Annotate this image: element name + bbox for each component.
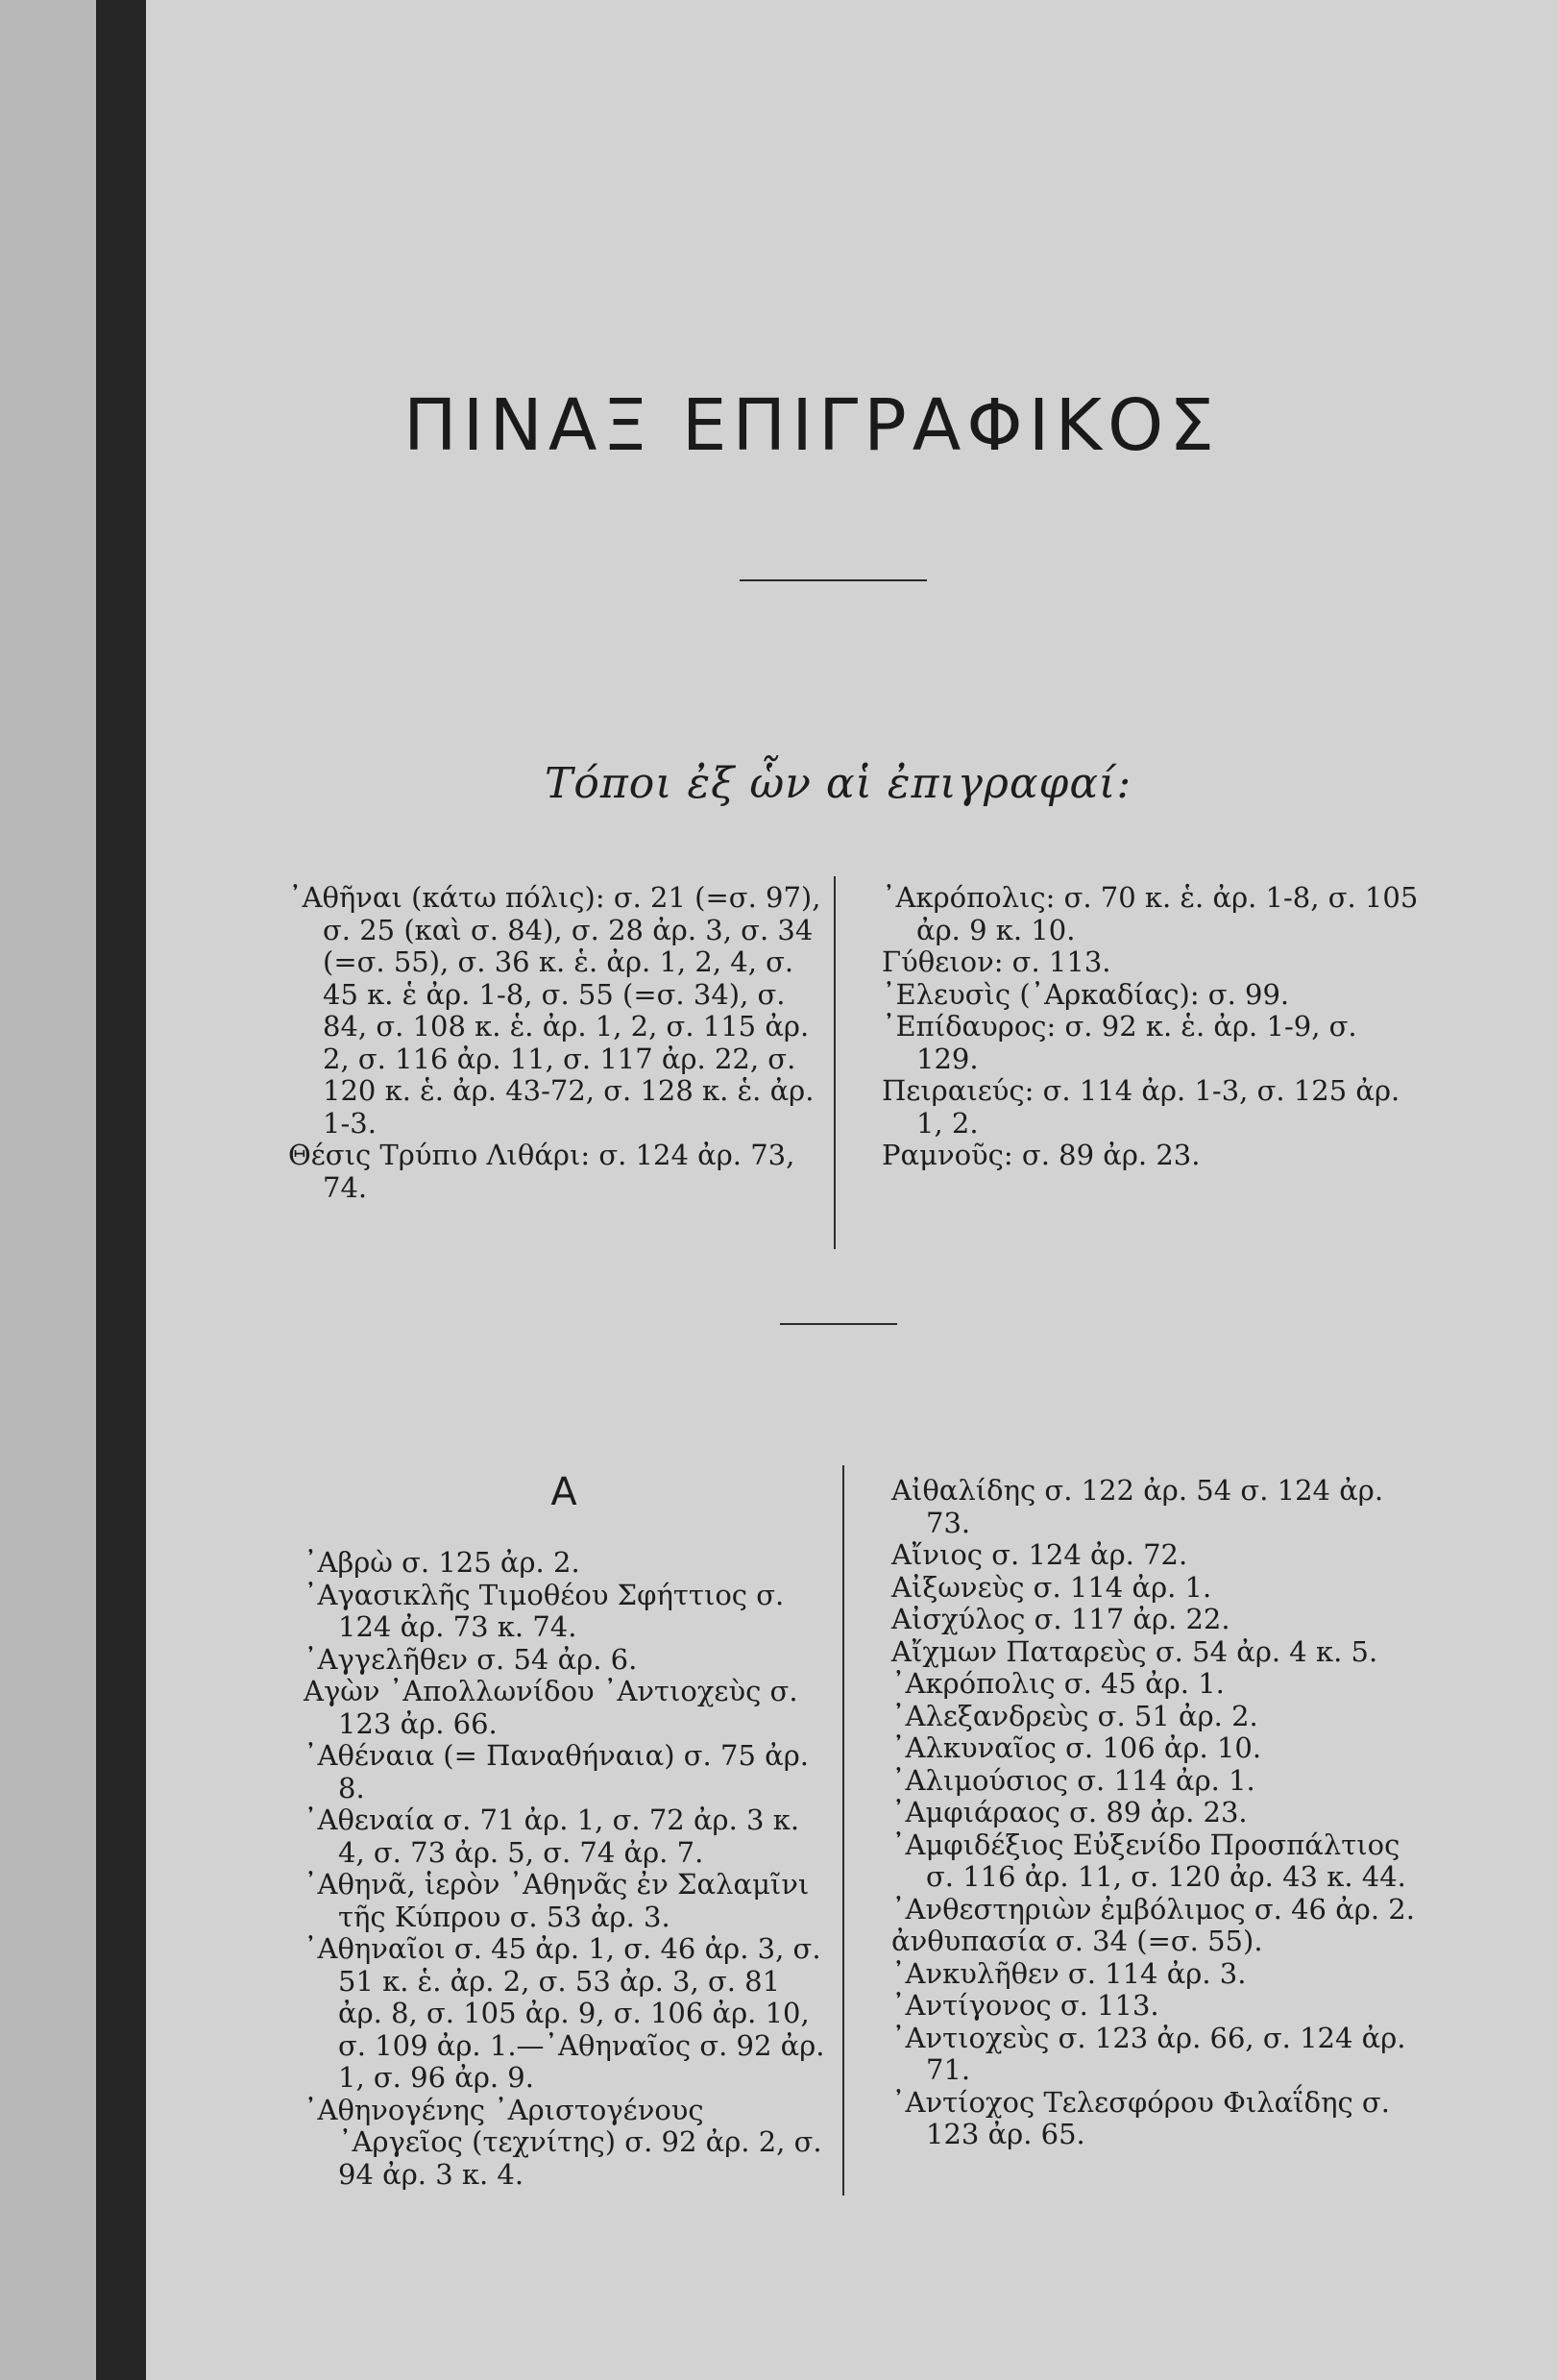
place-entry: ᾿Επίδαυρος: σ. 92 κ. ἑ. ἀρ. 1-9, σ. 129. [882, 1010, 1357, 1075]
index-right-column [891, 1475, 1420, 2151]
section-divider [780, 1323, 897, 1325]
places-right-column [882, 882, 1420, 1172]
index-entry: Αἰσχύλος σ. 117 ἀρ. 22. [891, 1603, 1230, 1635]
index-entry: ᾿Αντίοχος Τελεσφόρου Φιλαΐδης σ. 123 ἀρ. 65. [891, 2085, 1390, 2150]
index-column-divider [842, 1465, 844, 2196]
index-left-column [304, 1547, 832, 2191]
place-entry: Γύθειον: σ. 113. [882, 945, 1111, 978]
place-entry: Θέσις Τρύπιο Λιθάρι: σ. 124 ἀρ. 73, 74. [288, 1139, 795, 1204]
places-subtitle: Τόποι ἐξ ὧν αἱ ἐπιγραφαί: [545, 759, 1132, 808]
place-entry: ᾿Ελευσὶς (᾿Αρκαδίας): σ. 99. [882, 977, 1290, 1011]
section-letter: Α [550, 1470, 577, 1514]
index-entry: ᾿Αντιοχεὺς σ. 123 ἀρ. 66, σ. 124 ἀρ. 71. [891, 2021, 1406, 2086]
index-entry: ᾿Αλεξανδρεὺς σ. 51 ἀρ. 2. [891, 1699, 1258, 1732]
title-divider [740, 579, 927, 581]
page-title: ΠΙΝΑΞ ΕΠΙΓΡΑΦΙΚΟΣ [403, 384, 1221, 467]
place-entry: Πειραιεύς: σ. 114 ἀρ. 1-3, σ. 125 ἀρ. 1, 2. [882, 1074, 1400, 1140]
book-gutter [96, 0, 146, 2380]
index-entry: Αἴνιος σ. 124 ἀρ. 72. [891, 1538, 1188, 1571]
index-entry: ᾿Αντίγονος σ. 113. [891, 1989, 1159, 2022]
index-entry: ᾿Αβρὼ σ. 125 ἀρ. 2. [304, 1546, 580, 1579]
index-entry: ᾿Αλκυναῖος σ. 106 ἀρ. 10. [891, 1731, 1262, 1764]
index-entry: ᾿Ανθεστηριὼν ἐμβόλιμος σ. 46 ἀρ. 2. [891, 1892, 1415, 1926]
index-entry: ᾿Αμφιδέξιος Εὐξενίδο Προσπάλτιος σ. 116 ἀρ. 11, σ. 120 ἀρ. 43 κ. 44. [891, 1828, 1406, 1893]
index-entry: ᾿Αγασικλῆς Τιμοθέου Σφήττιος σ. 124 ἀρ. 73 κ. 74. [304, 1578, 785, 1643]
index-entry: Αἰθαλίδης σ. 122 ἀρ. 54 σ. 124 ἀρ. 73. [891, 1474, 1384, 1539]
index-entry: ᾿Αθηναῖοι σ. 45 ἀρ. 1, σ. 46 ἀρ. 3, σ. 51 κ. ἑ. ἀρ. 2, σ. 53 ἀρ. 3, σ. 81 ἀρ. 8, σ. 105 ἀρ. 9, σ. 106 ἀρ. 10, σ. 109 ἀρ. 1.—᾿Αθηναῖος σ. 92 ἀρ. 1, σ. 96 ἀρ. 9. [304, 1932, 825, 2094]
index-entry: ᾿Αθηνᾶ, ἱερὸν ᾿Αθηνᾶς ἐν Σαλαμῖνι τῆς Κύπρου σ. 53 ἀρ. 3. [304, 1868, 810, 1933]
index-entry: ᾿Αθηνογένης ᾿Αριστογένους ᾿Αργεῖος (τεχνίτης) σ. 92 ἀρ. 2, σ. 94 ἀρ. 3 κ. 4. [304, 2093, 822, 2191]
place-entry: ᾿Αθῆναι (κάτω πόλις): σ. 21 (=σ. 97), σ. 25 (καὶ σ. 84), σ. 28 ἀρ. 3, σ. 34 (=σ. 55), σ. 36 κ. ἑ. ἀρ. 1, 2, 4, σ. 45 κ. ἑ ἀρ. 1-8, σ. 55 (=σ. 34), σ. 84, σ. 108 κ. ἑ. ἀρ. 1, 2, σ. 115 ἀρ. 2, σ. 116 ἀρ. 11, σ. 117 ἀρ. 22, σ. 120 κ. ἑ. ἀρ. 43-72, σ. 128 κ. ἑ. ἀρ. 1-3. [288, 881, 821, 1140]
index-entry: ᾿Αθέναια (= Παναθήναια) σ. 75 ἀρ. 8. [304, 1739, 809, 1804]
place-entry: Ραμνοῦς: σ. 89 ἀρ. 23. [882, 1139, 1201, 1171]
index-entry: ᾿Αμφιάραος σ. 89 ἀρ. 23. [891, 1796, 1248, 1828]
places-left-column [288, 882, 826, 1204]
index-entry: Αἰξωνεὺς σ. 114 ἀρ. 1. [891, 1570, 1212, 1604]
places-column-divider [834, 876, 836, 1249]
index-entry: ᾿Αλιμούσιος σ. 114 ἀρ. 1. [891, 1763, 1255, 1797]
page-left-edge [0, 0, 96, 2380]
index-entry: ᾿Αθεναία σ. 71 ἀρ. 1, σ. 72 ἀρ. 3 κ. 4, σ. 73 ἀρ. 5, σ. 74 ἀρ. 7. [304, 1803, 800, 1869]
index-entry: ᾿Αγγελῆθεν σ. 54 ἀρ. 6. [304, 1642, 638, 1676]
place-entry: ᾿Ακρόπολις: σ. 70 κ. ἑ. ἀρ. 1-8, σ. 105 ἀρ. 9 κ. 10. [882, 881, 1419, 946]
index-entry: ᾿Ανκυλῆθεν σ. 114 ἀρ. 3. [891, 1956, 1247, 1990]
index-entry: ἀνθυπασία σ. 34 (=σ. 55). [891, 1925, 1263, 1957]
index-entry: Αγὼν ᾿Απολλωνίδου ᾿Αντιοχεὺς σ. 123 ἀρ. 66. [304, 1675, 798, 1740]
index-entry: ᾿Ακρόπολις σ. 45 ἀρ. 1. [891, 1667, 1225, 1700]
index-entry: Αἴχμων Παταρεὺς σ. 54 ἀρ. 4 κ. 5. [891, 1634, 1378, 1668]
